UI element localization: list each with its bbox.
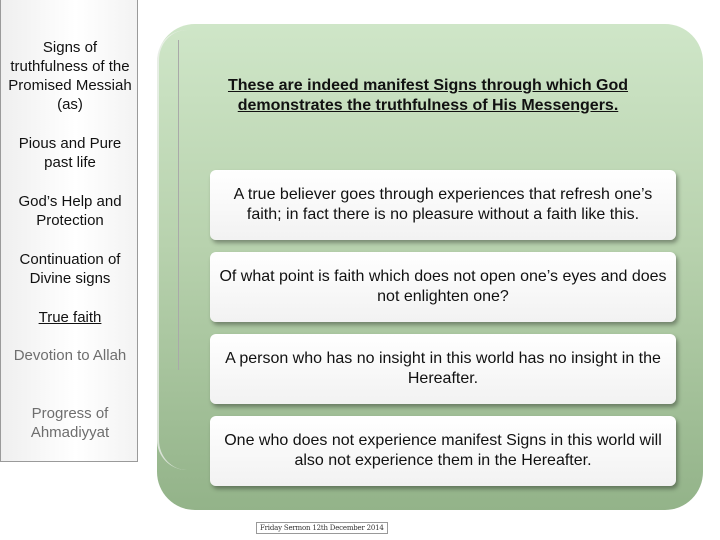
quote-card [210, 170, 676, 240]
quote-text: A true believer goes through experiences that refresh one’s faith; in fact there is no pleasure without a faith like this. [233, 186, 653, 223]
panel-highlight [157, 30, 189, 470]
sidebar-item-gods-help[interactable]: God’s Help and Protection [18, 193, 122, 229]
quote-card [210, 334, 676, 404]
quote-card [210, 252, 676, 322]
sidebar-nav [0, 0, 138, 462]
sidebar-item-progress[interactable]: Progress of Ahmadiyyat [30, 405, 110, 441]
divider-line [178, 40, 179, 370]
sidebar-item-pious-past-life[interactable]: Pious and Pure past life [18, 135, 122, 171]
sidebar-item-signs-of-truthfulness[interactable]: Signs of truthfulness of the Promised Messiah (as) [8, 39, 132, 113]
footer-caption: Friday Sermon 12th December 2014 [256, 522, 388, 534]
page-heading: These are indeed manifest Signs through which God demonstrates the truthfulness of His Messengers. [227, 77, 629, 114]
sidebar-item-devotion[interactable]: Devotion to Allah [13, 347, 127, 364]
quote-text: Of what point is faith which does not open one’s eyes and does not enlighten one? [219, 268, 667, 305]
quote-text: One who does not experience manifest Signs in this world will also not experience them in the Hereafter. [224, 432, 662, 469]
sidebar-item-divine-signs[interactable]: Continuation of Divine signs [19, 251, 121, 287]
quote-text: A person who has no insight in this world has no insight in the Hereafter. [225, 350, 661, 387]
quote-card [210, 416, 676, 486]
sidebar-item-true-faith[interactable]: True faith [38, 309, 102, 326]
